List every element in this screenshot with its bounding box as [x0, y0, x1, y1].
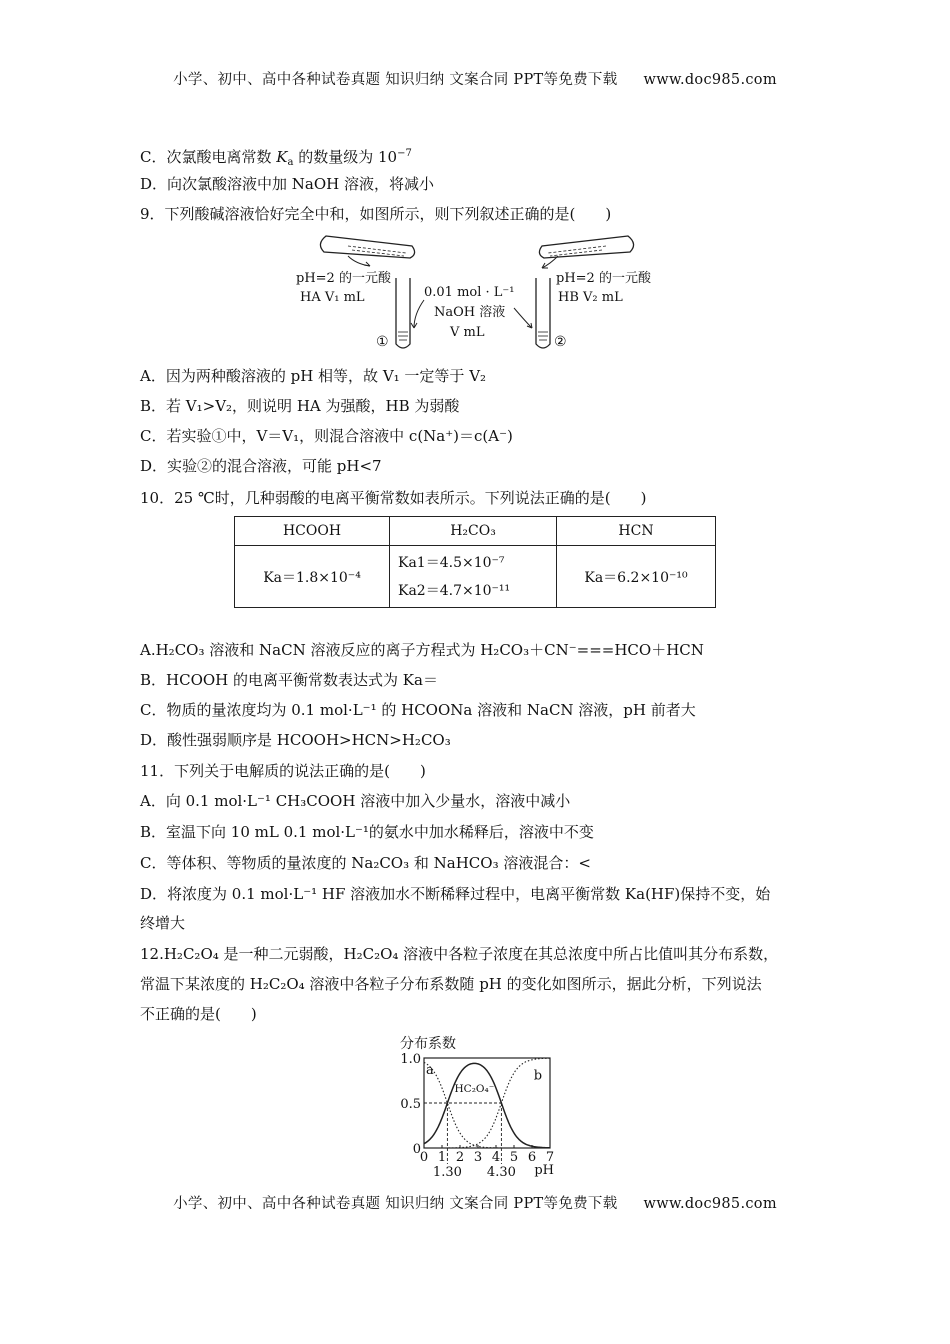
pka-annotation: 4.30 [486, 1165, 516, 1180]
naoh-label-1: 0.01 mol · L⁻¹ [424, 285, 515, 300]
table-header-hcn: HCN [557, 517, 716, 546]
q11-stem: 11．下列关于电解质的说法正确的是( ) [140, 762, 426, 780]
x-tick-label: 6 [527, 1150, 537, 1165]
table-cell-ka2: Ka2＝4.7×10⁻¹¹ [398, 582, 511, 599]
left-acid-label-1: pH=2 的一元酸 [296, 271, 391, 286]
q11-option-d-line1: D．将浓度为 0.1 mol·L⁻¹ HF 溶液加水不断稀释过程中，电离平衡常数 Ka(HF)保持不变，始 [140, 885, 771, 903]
q11-option-a: A．向 0.1 mol·L⁻¹ CH₃COOH 溶液中加入少量水，溶液中减小 [140, 792, 571, 810]
q9-option-c: C．若实验①中，V＝V₁，则混合溶液中 c(Na⁺)＝c(A⁻) [140, 427, 513, 445]
series-label-b: b [533, 1068, 543, 1084]
footer-site: www.doc985.com [643, 1196, 777, 1212]
q9-option-a: A．因为两种酸溶液的 pH 相等，故 V₁ 一定等于 V₂ [140, 367, 487, 385]
x-tick-label: 2 [455, 1150, 465, 1165]
distribution-chart [380, 1030, 580, 1182]
naoh-label-2: NaOH 溶液 [434, 305, 506, 320]
y-tick-label: 1.0 [400, 1052, 421, 1067]
x-tick-label: 7 [545, 1150, 555, 1165]
series-label-hc2o4: HC₂O₄⁻ [454, 1083, 495, 1096]
q11-option-b: B．室温下向 10 mL 0.1 mol·L⁻¹的氨水中加水稀释后，溶液中不变 [140, 823, 594, 841]
table-cell-hcn-ka: Ka＝6.2×10⁻¹⁰ [557, 546, 716, 608]
table-header-h2co3: H₂CO₃ [390, 517, 557, 546]
x-tick-label: 5 [509, 1150, 519, 1165]
table-cell-h2co3-ka [390, 546, 557, 608]
q12-stem-line1: 12.H₂C₂O₄ 是一种二元弱酸，H₂C₂O₄ 溶液中各粒子浓度在其总浓度中所占比值叫其分布系数， [140, 945, 779, 963]
footer-text: 小学、初中、高中各种试卷真题 知识归纳 文案合同 PPT等免费下载 [173, 1196, 618, 1212]
left-acid-tube-icon [320, 236, 414, 266]
q9-titration-figure [288, 232, 668, 354]
series-label-a: a [426, 1063, 434, 1079]
q9-option-d: D．实验②的混合溶液，可能 pH<7 [140, 457, 382, 475]
q12-stem-line3: 不正确的是( ) [140, 1005, 257, 1023]
y-tick-label: 0 [412, 1142, 421, 1157]
q10-option-d: D．酸性强弱顺序是 HCOOH>HCN>H₂CO₃ [140, 731, 451, 749]
tube-2-icon [536, 278, 550, 348]
table-header-hcooh: HCOOH [235, 517, 390, 546]
header-text: 小学、初中、高中各种试卷真题 知识归纳 文案合同 PPT等免费下载 [173, 72, 618, 88]
x-tick-label: 4 [491, 1150, 501, 1165]
table-cell-ka1: Ka1＝4.5×10⁻⁷ [398, 554, 505, 571]
header-site: www.doc985.com [643, 72, 777, 88]
q9-option-b: B．若 V₁>V₂，则说明 HA 为强酸，HB 为弱酸 [140, 397, 460, 415]
tube-2-number: ② [554, 334, 567, 350]
table-cell-hcooh-ka: Ka＝1.8×10⁻⁴ [235, 546, 390, 608]
right-acid-label-1: pH=2 的一元酸 [556, 271, 651, 286]
naoh-label-3: V mL [450, 325, 485, 340]
tube-1-icon [396, 278, 410, 348]
page-header [0, 68, 950, 89]
right-acid-tube-icon [539, 236, 633, 268]
x-axis-label: pH [534, 1163, 554, 1178]
ka-table [234, 516, 716, 608]
q10-option-a: A.H₂CO₃ 溶液和 NaCN 溶液反应的离子方程式为 H₂CO₃＋CN⁻===HCO＋HCN [140, 641, 704, 659]
x-tick-label: 1 [437, 1150, 447, 1165]
x-tick-label: 0 [419, 1150, 429, 1165]
x-tick-label: 3 [473, 1150, 483, 1165]
q10-option-b: B．HCOOH 的电离平衡常数表达式为 Ka＝ [140, 671, 438, 689]
q10-option-c: C．物质的量浓度均为 0.1 mol·L⁻¹ 的 HCOONa 溶液和 NaCN 溶液，pH 前者大 [140, 701, 696, 719]
left-acid-label-2: HA V₁ mL [300, 290, 365, 305]
chart-title: 分布系数 [400, 1036, 456, 1052]
q11-option-d-line2: 终增大 [140, 914, 186, 932]
q12-stem-line2: 常温下某浓度的 H₂C₂O₄ 溶液中各粒子分布系数随 pH 的变化如图所示，据此分析，下列说法 [140, 975, 762, 993]
tube-1-number: ① [376, 334, 389, 350]
right-acid-label-2: HB V₂ mL [558, 290, 623, 305]
page-footer [0, 1192, 950, 1213]
q10-stem: 10．25 ℃时，几种弱酸的电离平衡常数如表所示。下列说法正确的是( ) [140, 489, 647, 507]
q9-stem: 9．下列酸碱溶液恰好完全中和，如图所示，则下列叙述正确的是( ) [140, 205, 612, 223]
q8-option-d: D．向次氯酸溶液中加 NaOH 溶液，将减小 [140, 175, 435, 193]
pka-annotation: 1.30 [432, 1165, 462, 1180]
q11-option-c: C．等体积、等物质的量浓度的 Na₂CO₃ 和 NaHCO₃ 溶液混合：< [140, 854, 591, 872]
q8-option-c: C．次氯酸电离常数 $K_a$ 的数量级为 $10^{-7}$ [140, 148, 412, 168]
y-tick-label: 0.5 [400, 1097, 421, 1112]
